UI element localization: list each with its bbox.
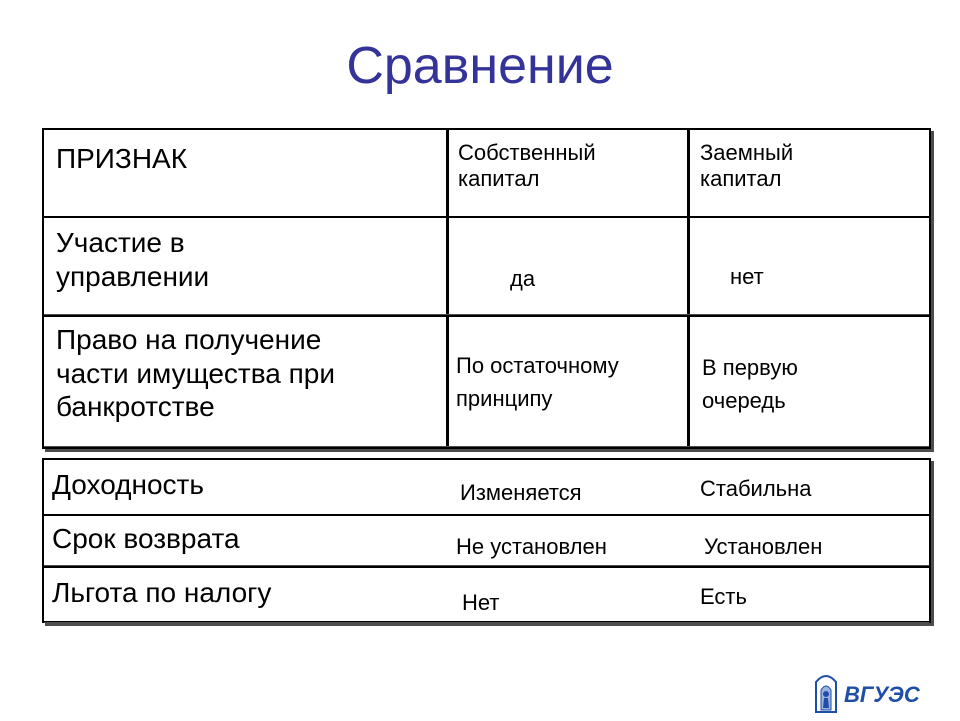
table-row [44,315,929,447]
table-row [44,216,929,315]
university-logo [812,668,932,716]
table-row [44,566,929,623]
emblem-icon [812,668,932,716]
slide-title: Сравнение [346,37,614,95]
logo-wordmark: ВГУЭС [844,682,920,707]
table-header-row [44,130,929,216]
table-row [44,460,929,514]
row-label: Участие в управлении [56,227,210,292]
row-label: Право на получение части имущества при банкротстве [56,324,336,423]
borrowed-value: нет [730,264,764,289]
row-label: Льгота по налогу [52,577,272,608]
header-borrowed-capital: Заемный капитал [700,140,794,192]
borrowed-value: В первую очередь [702,355,798,413]
header-own-capital: Собственный капитал [458,140,596,192]
header-criterion: ПРИЗНАК [56,143,188,174]
borrowed-value: Есть [700,584,747,609]
comparison-table-bottom [42,458,931,623]
borrowed-value: Стабильна [700,476,812,501]
own-value: Изменяется [460,480,582,505]
row-label: Доходность [52,469,204,500]
comparison-table-top [42,128,931,449]
own-value: да [510,266,536,291]
own-value: По остаточному принципу [456,353,619,411]
own-value: Не установлен [456,534,607,559]
row-label: Срок возврата [52,523,240,554]
table-row [44,514,929,566]
borrowed-value: Установлен [704,534,823,559]
own-value: Нет [462,590,500,615]
